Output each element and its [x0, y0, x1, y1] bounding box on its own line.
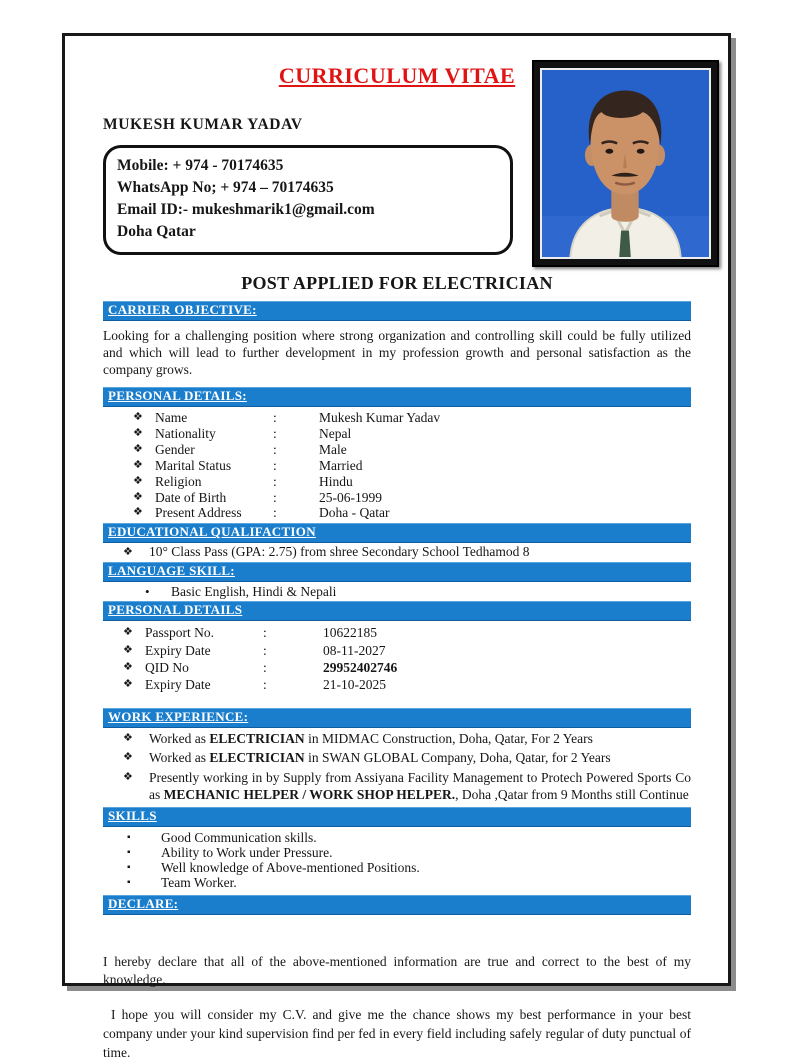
- carrier-objective-text: Looking for a challenging position where strong organization and controlling skill could be fully utilized and which will lead to further development in my profession growth and personal satisfaction as the company grows.: [103, 328, 691, 377]
- detail-separator: :: [273, 425, 277, 441]
- contact-info-box: [103, 145, 513, 255]
- work-item: [103, 749, 691, 767]
- work-item-text: Presently working in by Supply from Assiyana Facility Management to Protech Powered Sports Co as MECHANIC HELPER / WORK SHOP HELPER., Doha ,Qatar from 9 Months still Continue: [149, 769, 691, 803]
- diamond-bullet-icon: ❖: [123, 660, 133, 673]
- applicant-name: MUKESH KUMAR YADAV: [103, 116, 303, 133]
- declaration-text: I hereby declare that all of the above-mentioned information are true and correct to the best of my knowledge.: [103, 954, 691, 987]
- skill-item: [103, 830, 691, 845]
- diamond-bullet-icon: ❖: [133, 442, 143, 455]
- detail-label: QID No: [145, 659, 189, 675]
- detail-label: Expiry Date: [145, 642, 211, 658]
- detail-row-name: [103, 410, 691, 426]
- round-bullet-icon: •: [145, 583, 150, 599]
- skill-item: [103, 845, 691, 860]
- diamond-bullet-icon: ❖: [123, 626, 133, 639]
- diamond-bullet-icon: ❖: [123, 731, 133, 744]
- page-title: CURRICULUM VITAE: [278, 63, 516, 88]
- detail-value: 29952402746: [323, 659, 398, 675]
- square-bullet-icon: ▪: [127, 861, 131, 873]
- detail-row-passport-expiry: [103, 642, 691, 659]
- diamond-bullet-icon: ❖: [133, 474, 143, 487]
- diamond-bullet-icon: ❖: [123, 678, 133, 691]
- section-header-language-skill: LANGUAGE SKILL:: [103, 562, 691, 582]
- skill-text: Team Worker.: [161, 875, 237, 891]
- detail-label: Name: [155, 410, 188, 425]
- education-text: 10° Class Pass (GPA: 2.75) from shree Secondary School Tedhamod 8: [149, 544, 530, 560]
- diamond-bullet-icon: ❖: [133, 506, 143, 519]
- detail-value: 08-11-2027: [323, 642, 386, 658]
- closing-statement: I hope you will consider my C.V. and give me the chance shows my best performance in your best company under your kind supervision find per fed in every field including safely regular of duty punctual of time.: [103, 1007, 691, 1061]
- contact-mobile: Mobile: + 974 - 70174635: [117, 157, 284, 174]
- detail-separator: :: [273, 457, 277, 473]
- diamond-bullet-icon: ❖: [133, 411, 143, 423]
- work-experience-list: [103, 730, 691, 804]
- detail-row-nationality: [103, 426, 691, 442]
- detail-value: 10622185: [323, 625, 377, 641]
- detail-value: Mukesh Kumar Yadav: [319, 410, 441, 425]
- skill-text: Good Communication skills.: [161, 829, 317, 845]
- detail-row-marital-status: [103, 458, 691, 474]
- contact-whatsapp: WhatsApp No; + 974 – 70174635: [117, 179, 334, 196]
- detail-row-date-of-birth: [103, 490, 691, 506]
- square-bullet-icon: ▪: [127, 846, 131, 858]
- detail-separator: :: [273, 410, 277, 425]
- diamond-bullet-icon: ❖: [123, 643, 133, 656]
- section-header-declare: DECLARE:: [103, 895, 691, 915]
- detail-label: Religion: [155, 473, 202, 489]
- detail-separator: :: [263, 677, 267, 693]
- detail-label: Marital Status: [155, 457, 232, 473]
- detail-label: Passport No.: [145, 625, 215, 641]
- work-item-text: Worked as ELECTRICIAN in SWAN GLOBAL Company, Doha, Qatar, for 2 Years: [149, 750, 611, 766]
- detail-row-present-address: [103, 505, 691, 521]
- contact-email: Email ID:- mukeshmarik1@gmail.com: [117, 201, 375, 218]
- detail-value: 25-06-1999: [319, 489, 382, 505]
- detail-separator: :: [273, 505, 277, 521]
- detail-label: Gender: [155, 441, 195, 457]
- detail-separator: :: [263, 659, 267, 675]
- education-item: [103, 544, 691, 561]
- detail-separator: :: [273, 441, 277, 457]
- section-header-personal-details-2: PERSONAL DETAILS: [103, 601, 691, 621]
- detail-row-gender: [103, 442, 691, 458]
- detail-separator: :: [263, 642, 267, 658]
- detail-label: Date of Birth: [155, 489, 227, 505]
- work-item-text: Worked as ELECTRICIAN in MIDMAC Construction, Doha, Qatar, For 2 Years: [149, 730, 593, 746]
- skill-item: [103, 860, 691, 875]
- personal-details-list: [103, 410, 691, 521]
- skill-text: Ability to Work under Pressure.: [161, 844, 333, 860]
- detail-value: Hindu: [319, 473, 353, 489]
- skills-list: [103, 830, 691, 891]
- square-bullet-icon: ▪: [127, 831, 131, 843]
- diamond-bullet-icon: ❖: [133, 490, 143, 503]
- diamond-bullet-icon: ❖: [123, 751, 133, 764]
- detail-value: Nepal: [319, 425, 352, 441]
- work-item: [103, 730, 691, 748]
- detail-separator: :: [273, 489, 277, 505]
- detail-separator: :: [273, 473, 277, 489]
- detail-label: Expiry Date: [145, 677, 211, 693]
- section-header-work-experience: WORK EXPERIENCE:: [103, 708, 691, 728]
- square-bullet-icon: ▪: [127, 877, 131, 889]
- section-header-educational-qualifaction: EDUCATIONAL QUALIFACTION: [103, 523, 691, 543]
- detail-separator: :: [263, 625, 267, 641]
- detail-value: Doha - Qatar: [319, 505, 390, 521]
- applicant-photo: [532, 60, 719, 267]
- detail-row-passport-no: [103, 624, 691, 641]
- diamond-bullet-icon: ❖: [133, 426, 143, 439]
- language-item: [103, 584, 691, 601]
- diamond-bullet-icon: ❖: [123, 546, 133, 559]
- section-header-personal-details: PERSONAL DETAILS:: [103, 387, 691, 407]
- detail-value: Male: [319, 441, 347, 457]
- section-header-skills: SKILLS: [103, 807, 691, 827]
- diamond-bullet-icon: ❖: [133, 458, 143, 471]
- passport-photo-illustration: [541, 69, 710, 258]
- detail-row-religion: [103, 474, 691, 490]
- work-item: [103, 769, 691, 804]
- detail-value: Married: [319, 457, 363, 473]
- detail-row-qid-no: [103, 659, 691, 676]
- detail-row-qid-expiry: [103, 676, 691, 693]
- skill-item: [103, 875, 691, 890]
- document-details-list: [103, 624, 691, 693]
- detail-label: Present Address: [155, 505, 242, 521]
- diamond-bullet-icon: ❖: [123, 770, 133, 783]
- section-header-carrier-objective: CARRIER OBJECTIVE:: [103, 301, 691, 321]
- language-text: Basic English, Hindi & Nepali: [171, 583, 337, 599]
- cv-document-page: [62, 33, 731, 1061]
- detail-value: 21-10-2025: [323, 677, 386, 693]
- skill-text: Well knowledge of Above-mentioned Positions.: [161, 859, 420, 875]
- contact-location: Doha Qatar: [117, 223, 196, 240]
- detail-label: Nationality: [155, 425, 216, 441]
- post-applied-heading: POST APPLIED FOR ELECTRICIAN: [241, 273, 553, 293]
